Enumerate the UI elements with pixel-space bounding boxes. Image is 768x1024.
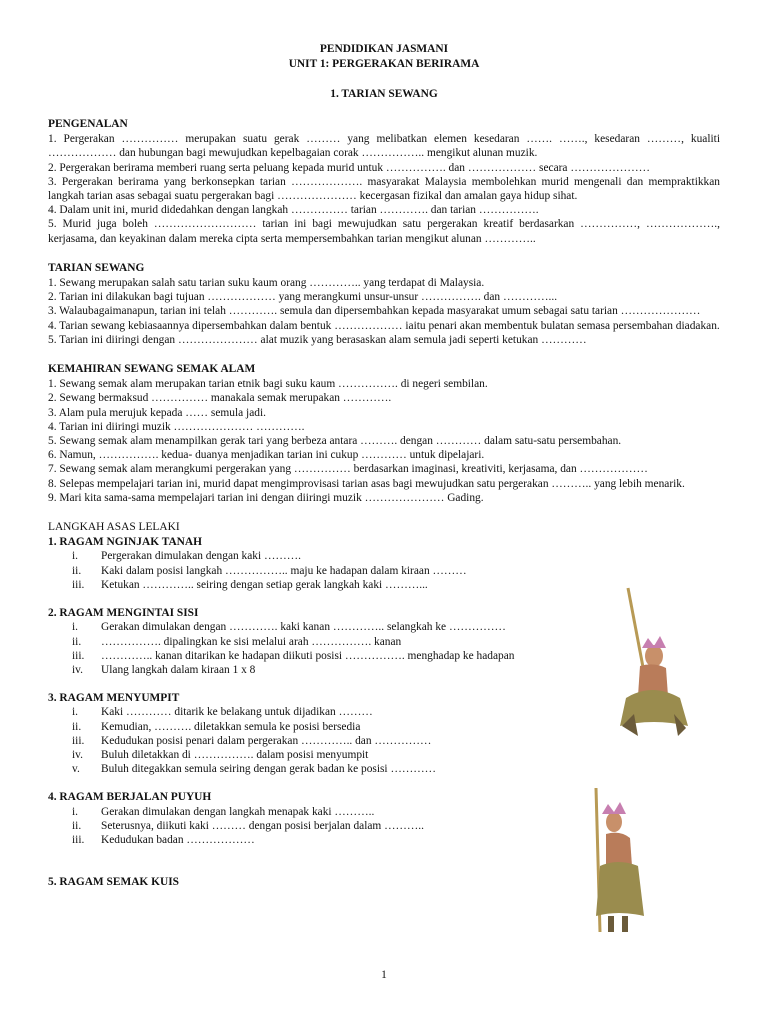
ragam-step: ii. Kemudian, ………. diletakkan semula ke posisi bersedia (72, 720, 361, 733)
ragam-step: iv. Buluh diletakkan di ……………. dalam posisi menyumpit (72, 748, 369, 761)
section-title-langkah: LANGKAH ASAS LELAKI (48, 521, 180, 534)
dancer-crouching-figure (604, 586, 696, 746)
ragam-step: iii. Kedudukan posisi penari dalam pergerakan ………….. dan …………… (72, 734, 432, 747)
subject-title: PENDIDIKAN JASMANI (319, 43, 449, 55)
headdress (642, 636, 666, 648)
ragam-list (48, 535, 548, 889)
ragam-title: 4. RAGAM BERJALAN PUYUH (48, 791, 212, 804)
tarian-sewang-item: 4. Tarian sewang kebiasaannya dipersembahkan dalam bentuk ……………… iaitu penari akan membentuk bulatan semasa persembahan diadakan. (48, 319, 720, 332)
headdress (602, 802, 626, 814)
tarian-sewang-list (48, 276, 720, 347)
tarian-sewang-item: 2. Tarian ini dilakukan bagi tujuan ……………… yang merangkumi unsur-unsur ……………. dan …………... (48, 291, 558, 304)
pengenalan-item: 5. Murid juga boleh ……………………… tarian ini bagi mewujudkan satu pergerakan kreatif berdasarkan ……………, ………………., kerjasama, dan keyakinan dalam mereka cipta serta mempersembahkan tarian mengikut alunan ………….. (48, 218, 720, 245)
ragam-step: iv. Ulang langkah dalam kiraan 1 x 8 (72, 663, 256, 676)
grass-skirt (596, 862, 644, 916)
tarian-sewang-item: 1. Sewang merupakan salah satu tarian suku kaum orang ………….. yang terdapat di Malaysia. (48, 277, 485, 290)
ragam-block (48, 606, 548, 677)
kemahiran-item: 3. Alam pula merujuk kepada …… semula jadi. (48, 406, 266, 419)
section-title-kemahiran: KEMAHIRAN SEWANG SEMAK ALAM (48, 363, 256, 376)
kemahiran-item: 1. Sewang semak alam merupakan tarian etnik bagi suku kaum ……………. di negeri sembilan. (48, 378, 488, 391)
ragam-step: v. Buluh ditegakkan semula seiring dengan gerak badan ke posisi ………… (72, 763, 437, 776)
ragam-step: i. Kaki ………… ditarik ke belakang untuk dijadikan ……… (72, 706, 373, 719)
ragam-step: iii. Kedudukan badan ……………… (72, 833, 255, 846)
ragam-step: i. Pergerakan dimulakan dengan kaki ………. (72, 550, 302, 563)
tarian-sewang-item: 5. Tarian ini diiringi dengan ………………… alat muzik yang berasaskan alam semula jadi seperti ketukan ………… (48, 333, 587, 346)
ragam-step: ii. ……………. dipalingkan ke sisi melalui arah ……………. kanan (72, 635, 402, 648)
pengenalan-item: 3. Pergerakan berirama yang berkonsepkan tarian ………………. masyarakat Malaysia membolehkan murid mengenali dan mempraktikkan langkah tarian asas sebagai suatu pergerakan bagi ………………… kecergasan fizikal dan amalan gaya hidup sihat. (48, 175, 720, 203)
section-title-tarian-sewang: TARIAN SEWANG (48, 261, 145, 274)
kemahiran-item: 9. Mari kita sama-sama mempelajari tarian ini dengan diiringi muzik ………………… Gading. (48, 491, 484, 504)
ragam-block (48, 691, 548, 776)
pengenalan-item: 2. Pergerakan berirama memberi ruang serta peluang kepada murid untuk ……………. dan ……………… secara ………………… (48, 161, 651, 174)
kemahiran-item: 5. Sewang semak alam menampilkan gerak tari yang berbeza antara ………. dengan ………… dalam satu-satu persembahan. (48, 435, 622, 448)
kemahiran-list (48, 377, 720, 505)
topic-title: 1. TARIAN SEWANG (330, 88, 438, 100)
ragam-block (48, 535, 548, 592)
unit-title: UNIT 1: PERGERAKAN BERIRAMA (288, 58, 480, 70)
document-page (48, 42, 720, 889)
ragam-step: i. Gerakan dimulakan dengan …………. kaki kanan ………….. selangkah ke …………… (72, 621, 506, 634)
dancer-head (645, 645, 663, 667)
section-title-pengenalan: PENGENALAN (48, 118, 128, 130)
ragam-step: ii. Seterusnya, diikuti kaki ……… dengan posisi berjalan dalam ……….. (72, 819, 424, 832)
pengenalan-item: 1. Pergerakan …………… merupakan suatu gerak ……… yang melibatkan elemen kesedaran ……. ……., kesedaran ………, kualiti ……………… dan hubungan bagi mewujudkan kepelbagaian corak …………….. mengikut alunan muzik. (48, 133, 720, 160)
ragam-step: iii. ………….. kanan ditarikan ke hadapan diikuti posisi ……………. menghadap ke hadapan (72, 649, 515, 662)
kemahiran-item: 7. Sewang semak alam merangkumi pergerakan yang …………… berdasarkan imaginasi, kreativiti, kerjasama, dan ……………… (48, 463, 648, 476)
dancer-standing-figure (586, 786, 666, 936)
kemahiran-item: 8. Selepas mempelajari tarian ini, murid dapat mengimprovisasi tarian asas bagi mewujudkan satu pergerakan ……….. yang lebih menarik. (48, 477, 685, 490)
kemahiran-item: 4. Tarian ini diiringi muzik ………………… …………. (48, 420, 305, 433)
ragam-block (48, 790, 548, 847)
ragam-step: ii. Kaki dalam posisi langkah …………….. maju ke hadapan dalam kiraan ……… (72, 564, 467, 577)
dancer-torso (606, 833, 632, 866)
kemahiran-item: 2. Sewang bermaksud …………… manakala semak merupakan …………. (48, 392, 392, 405)
dancer-legs (608, 916, 628, 932)
kemahiran-item: 6. Namun, ……………. kedua- duanya menjadikan tarian ini cukup ………… untuk dipelajari. (48, 449, 485, 462)
ragam-title: 2. RAGAM MENGINTAI SISI (48, 607, 199, 620)
ragam-title: 3. RAGAM MENYUMPIT (48, 692, 180, 705)
ragam-step: iii. Ketukan ………….. seiring dengan setiap gerak langkah kaki ………... (72, 578, 428, 591)
ragam-title: 5. RAGAM SEMAK KUIS (48, 876, 179, 889)
ragam-step: i. Gerakan dimulakan dengan langkah menapak kaki ……….. (72, 805, 375, 818)
pengenalan-list (48, 132, 720, 246)
ragam-title: 1. RAGAM NGINJAK TANAH (48, 536, 202, 549)
ragam-block (48, 875, 548, 889)
pengenalan-item: 4. Dalam unit ini, murid didedahkan dengan langkah …………… tarian …………. dan tarian ……………. (48, 204, 539, 217)
page-number: 1 (381, 969, 387, 981)
dancer-head (606, 812, 622, 832)
tarian-sewang-item: 3. Walaubagaimanapun, tarian ini telah …………. semula dan dipersembahkan kepada masyarakat umum sebagai satu tarian ………………… (48, 305, 701, 318)
